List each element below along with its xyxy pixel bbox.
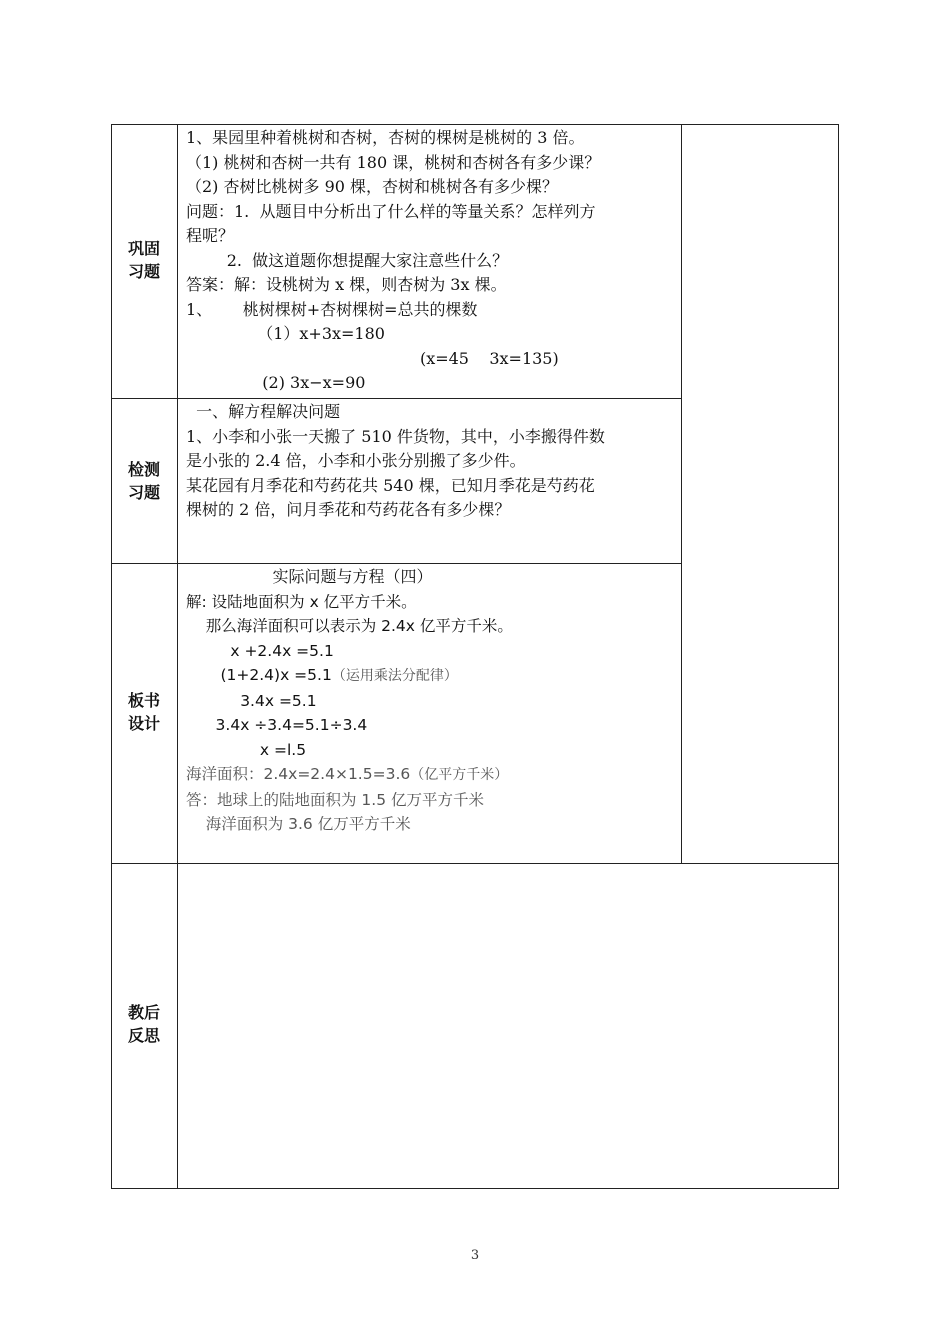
table-border-top bbox=[111, 124, 681, 125]
consolidate-content bbox=[186, 126, 686, 396]
table-border-bottom bbox=[111, 1188, 839, 1189]
row-label-line: 设计 bbox=[127, 714, 160, 733]
text-line: 海洋面积为 3.6 亿万平方千米 bbox=[186, 815, 411, 833]
page-number: 3 bbox=[470, 1248, 480, 1263]
equation: 海洋面积：2.4x=2.4×1.5=3.6 bbox=[186, 765, 411, 783]
text-line: 那么海洋面积可以表示为 2.4x 亿平方千米。 bbox=[186, 617, 513, 635]
text-line: 问题：1. 从题目中分析出了什么样的等量关系？怎样列方 bbox=[186, 201, 596, 221]
text-line: 某花园有月季花和芍药花共 540 棵，已知月季花是芍药花 bbox=[186, 475, 595, 495]
text-line: 答案：解：设桃树为 x 棵，则杏树为 3x 棵。 bbox=[186, 275, 507, 294]
text-line: 3.4x =5.1 bbox=[186, 691, 317, 710]
row-label-line: 教后 bbox=[127, 1003, 160, 1022]
text-line: 1、 桃树棵树+杏树棵树=总共的棵数 bbox=[186, 299, 478, 319]
test-content bbox=[186, 400, 686, 523]
row-label-board bbox=[111, 689, 177, 735]
row-divider-2 bbox=[111, 563, 681, 564]
text-line: 1、小李和小张一天搬了 510 件货物，其中，小李搬得件数 bbox=[186, 426, 605, 446]
table-border-right-top bbox=[681, 124, 839, 125]
note-distributive: （运用乘法分配律） bbox=[331, 668, 458, 684]
row-label-reflection bbox=[111, 1001, 177, 1047]
row-label-line: 巩固 bbox=[127, 239, 160, 258]
row-label-test bbox=[111, 458, 177, 504]
row-label-line: 检测 bbox=[127, 460, 160, 479]
text-line: x =l.5 bbox=[186, 740, 307, 759]
text-line: 棵树的 2 倍，问月季花和芍药花各有多少棵？ bbox=[186, 500, 511, 519]
text-line: 1、果园里种着桃树和杏树，杏树的棵树是桃树的 3 倍。 bbox=[186, 128, 585, 147]
text-line-with-note bbox=[186, 762, 686, 788]
lesson-table bbox=[111, 124, 839, 1189]
note-unit: （亿平方千米） bbox=[410, 767, 509, 783]
row-label-consolidate bbox=[111, 237, 177, 283]
text-line: x +2.4x =5.1 bbox=[186, 641, 334, 660]
text-line: （1）x+3x=180 bbox=[186, 324, 385, 343]
board-content bbox=[186, 565, 686, 837]
row-divider-1 bbox=[111, 398, 681, 399]
text-line: 一、解方程解决问题 bbox=[186, 402, 341, 421]
row-label-line: 习题 bbox=[127, 483, 160, 502]
row-label-line: 板书 bbox=[127, 691, 160, 710]
text-line-with-note bbox=[186, 663, 686, 689]
text-line: 3.4x ÷3.4=5.1÷3.4 bbox=[186, 716, 368, 734]
text-line: (2) 3x−x=90 bbox=[186, 373, 366, 392]
text-line: 2. 做这道题你想提醒大家注意些什么？ bbox=[186, 250, 509, 270]
row-label-line: 反思 bbox=[127, 1026, 160, 1045]
table-border-right bbox=[838, 124, 839, 1189]
text-line: 解: 设陆地面积为 x 亿平方千米。 bbox=[186, 592, 417, 611]
reflection-content-empty[interactable] bbox=[178, 864, 838, 1188]
text-line: 程呢？ bbox=[186, 226, 235, 245]
text-line: 是小张的 2.4 倍，小李和小张分别搬了多少件。 bbox=[186, 451, 526, 470]
row-label-line: 习题 bbox=[127, 262, 160, 281]
equation: (1+2.4)x =5.1 bbox=[186, 666, 332, 684]
text-line: (x=45 3x=135) bbox=[186, 348, 559, 368]
text-line: 答：地球上的陆地面积为 1.5 亿万平方千米 bbox=[186, 790, 485, 809]
text-line: （2) 杏树比桃树多 90 棵，杏树和桃树各有多少棵？ bbox=[186, 177, 559, 196]
text-line: （1) 桃树和杏树一共有 180 课，桃树和杏树各有多少课？ bbox=[186, 152, 601, 172]
board-title: 实际问题与方程（四） bbox=[186, 567, 433, 586]
